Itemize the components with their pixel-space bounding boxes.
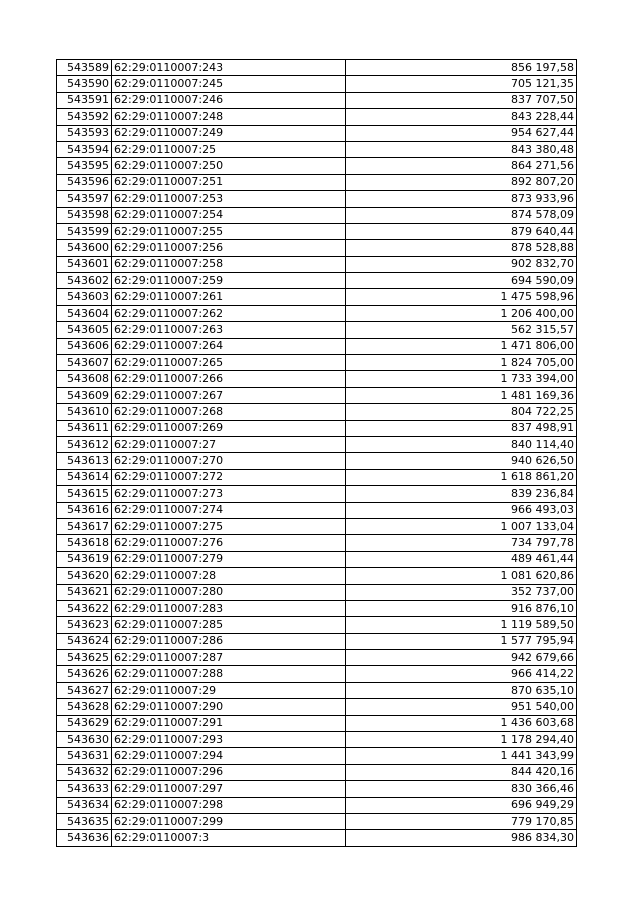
row-id-cell: 543635 (57, 813, 112, 829)
table-row (57, 813, 577, 829)
cadastral-value-cell: 942 679,66 (346, 650, 577, 666)
row-id-cell: 543590 (57, 76, 112, 92)
row-id-cell: 543604 (57, 305, 112, 321)
table-row (57, 518, 577, 534)
row-id-cell: 543597 (57, 191, 112, 207)
cadastral-number-cell: 62:29:0110007:266 (112, 371, 346, 387)
row-id-cell: 543622 (57, 600, 112, 616)
table-row (57, 797, 577, 813)
row-id-cell: 543633 (57, 781, 112, 797)
cadastral-value-cell: 562 315,57 (346, 322, 577, 338)
cadastral-value-cell: 1 824 705,00 (346, 355, 577, 371)
cadastral-number-cell: 62:29:0110007:299 (112, 813, 346, 829)
cadastral-number-cell: 62:29:0110007:25 (112, 141, 346, 157)
row-id-cell: 543603 (57, 289, 112, 305)
table-row (57, 584, 577, 600)
cadastral-value-cell: 870 635,10 (346, 682, 577, 698)
table-row (57, 486, 577, 502)
table-row (57, 240, 577, 256)
cadastral-number-cell: 62:29:0110007:28 (112, 568, 346, 584)
row-id-cell: 543625 (57, 650, 112, 666)
row-id-cell: 543611 (57, 420, 112, 436)
table-row (57, 633, 577, 649)
cadastral-value-cell: 837 707,50 (346, 92, 577, 108)
cadastral-value-cell: 856 197,58 (346, 60, 577, 76)
cadastral-number-cell: 62:29:0110007:246 (112, 92, 346, 108)
cadastral-number-cell: 62:29:0110007:269 (112, 420, 346, 436)
table-row (57, 60, 577, 76)
table-row (57, 551, 577, 567)
cadastral-number-cell: 62:29:0110007:290 (112, 699, 346, 715)
cadastral-value-cell: 489 461,44 (346, 551, 577, 567)
cadastral-number-cell: 62:29:0110007:276 (112, 535, 346, 551)
table-row (57, 191, 577, 207)
cadastral-value-cell: 940 626,50 (346, 453, 577, 469)
row-id-cell: 543621 (57, 584, 112, 600)
cadastral-number-cell: 62:29:0110007:293 (112, 732, 346, 748)
cadastral-number-cell: 62:29:0110007:291 (112, 715, 346, 731)
row-id-cell: 543627 (57, 682, 112, 698)
table-row (57, 568, 577, 584)
cadastral-value-cell: 1 007 133,04 (346, 518, 577, 534)
table-row (57, 699, 577, 715)
cadastral-number-cell: 62:29:0110007:248 (112, 109, 346, 125)
row-id-cell: 543619 (57, 551, 112, 567)
cadastral-number-cell: 62:29:0110007:264 (112, 338, 346, 354)
table-row (57, 141, 577, 157)
cadastral-value-cell: 879 640,44 (346, 223, 577, 239)
cadastral-number-cell: 62:29:0110007:251 (112, 174, 346, 190)
table-row (57, 273, 577, 289)
row-id-cell: 543607 (57, 355, 112, 371)
table-row (57, 387, 577, 403)
row-id-cell: 543592 (57, 109, 112, 125)
cadastral-value-cell: 837 498,91 (346, 420, 577, 436)
table-row (57, 109, 577, 125)
row-id-cell: 543613 (57, 453, 112, 469)
table-row (57, 76, 577, 92)
row-id-cell: 543610 (57, 404, 112, 420)
table-row (57, 92, 577, 108)
row-id-cell: 543617 (57, 518, 112, 534)
cadastral-value-cell: 840 114,40 (346, 436, 577, 452)
table-row (57, 322, 577, 338)
cadastral-value-cell: 1 471 806,00 (346, 338, 577, 354)
cadastral-number-cell: 62:29:0110007:270 (112, 453, 346, 469)
table-row (57, 174, 577, 190)
row-id-cell: 543595 (57, 158, 112, 174)
cadastral-value-cell: 1 178 294,40 (346, 732, 577, 748)
cadastral-value-cell: 705 121,35 (346, 76, 577, 92)
cadastral-value-cell: 804 722,25 (346, 404, 577, 420)
cadastral-number-cell: 62:29:0110007:262 (112, 305, 346, 321)
cadastral-number-cell: 62:29:0110007:272 (112, 469, 346, 485)
cadastral-number-cell: 62:29:0110007:268 (112, 404, 346, 420)
row-id-cell: 543630 (57, 732, 112, 748)
cadastral-value-cell: 892 807,20 (346, 174, 577, 190)
table-row (57, 420, 577, 436)
row-id-cell: 543615 (57, 486, 112, 502)
table-row (57, 764, 577, 780)
row-id-cell: 543593 (57, 125, 112, 141)
row-id-cell: 543605 (57, 322, 112, 338)
table-row (57, 617, 577, 633)
cadastral-number-cell: 62:29:0110007:250 (112, 158, 346, 174)
cadastral-value-cell: 1 206 400,00 (346, 305, 577, 321)
table-row (57, 682, 577, 698)
cadastral-value-cell: 916 876,10 (346, 600, 577, 616)
cadastral-value-cell: 843 380,48 (346, 141, 577, 157)
cadastral-number-cell: 62:29:0110007:296 (112, 764, 346, 780)
row-id-cell: 543623 (57, 617, 112, 633)
cadastral-value-cell: 1 436 603,68 (346, 715, 577, 731)
row-id-cell: 543632 (57, 764, 112, 780)
table-row (57, 436, 577, 452)
cadastral-number-cell: 62:29:0110007:253 (112, 191, 346, 207)
row-id-cell: 543606 (57, 338, 112, 354)
cadastral-number-cell: 62:29:0110007:27 (112, 436, 346, 452)
table-row (57, 650, 577, 666)
cadastral-number-cell: 62:29:0110007:294 (112, 748, 346, 764)
cadastral-value-cell: 843 228,44 (346, 109, 577, 125)
table-row (57, 158, 577, 174)
table-row (57, 125, 577, 141)
table-row (57, 830, 577, 846)
row-id-cell: 543634 (57, 797, 112, 813)
cadastral-value-cell: 966 493,03 (346, 502, 577, 518)
cadastral-number-cell: 62:29:0110007:286 (112, 633, 346, 649)
row-id-cell: 543614 (57, 469, 112, 485)
row-id-cell: 543616 (57, 502, 112, 518)
cadastral-value-cell: 1 481 169,36 (346, 387, 577, 403)
table-row (57, 469, 577, 485)
cadastral-value-cell: 1 577 795,94 (346, 633, 577, 649)
row-id-cell: 543620 (57, 568, 112, 584)
row-id-cell: 543600 (57, 240, 112, 256)
table-row (57, 502, 577, 518)
cadastral-value-cell: 1 475 598,96 (346, 289, 577, 305)
cadastral-value-cell: 986 834,30 (346, 830, 577, 846)
table-row (57, 338, 577, 354)
table-row (57, 600, 577, 616)
table-row (57, 207, 577, 223)
table-row (57, 666, 577, 682)
cadastral-value-cell: 1 618 861,20 (346, 469, 577, 485)
table-row (57, 453, 577, 469)
row-id-cell: 543624 (57, 633, 112, 649)
row-id-cell: 543589 (57, 60, 112, 76)
cadastral-number-cell: 62:29:0110007:263 (112, 322, 346, 338)
table-row (57, 256, 577, 272)
cadastral-value-cell: 694 590,09 (346, 273, 577, 289)
cadastral-number-cell: 62:29:0110007:29 (112, 682, 346, 698)
cadastral-number-cell: 62:29:0110007:274 (112, 502, 346, 518)
cadastral-value-cell: 839 236,84 (346, 486, 577, 502)
row-id-cell: 543631 (57, 748, 112, 764)
row-id-cell: 543626 (57, 666, 112, 682)
row-id-cell: 543598 (57, 207, 112, 223)
cadastral-value-cell: 864 271,56 (346, 158, 577, 174)
row-id-cell: 543591 (57, 92, 112, 108)
cadastral-number-cell: 62:29:0110007:279 (112, 551, 346, 567)
cadastral-number-cell: 62:29:0110007:3 (112, 830, 346, 846)
cadastral-number-cell: 62:29:0110007:280 (112, 584, 346, 600)
row-id-cell: 543612 (57, 436, 112, 452)
cadastral-value-cell: 951 540,00 (346, 699, 577, 715)
row-id-cell: 543636 (57, 830, 112, 846)
cadastral-value-cell: 1 119 589,50 (346, 617, 577, 633)
row-id-cell: 543628 (57, 699, 112, 715)
row-id-cell: 543599 (57, 223, 112, 239)
table-row (57, 404, 577, 420)
cadastral-number-cell: 62:29:0110007:298 (112, 797, 346, 813)
row-id-cell: 543594 (57, 141, 112, 157)
cadastral-number-cell: 62:29:0110007:261 (112, 289, 346, 305)
cadastral-value-cell: 874 578,09 (346, 207, 577, 223)
cadastral-number-cell: 62:29:0110007:283 (112, 600, 346, 616)
cadastral-value-cell: 1 081 620,86 (346, 568, 577, 584)
cadastral-value-cell: 696 949,29 (346, 797, 577, 813)
cadastral-number-cell: 62:29:0110007:245 (112, 76, 346, 92)
cadastral-number-cell: 62:29:0110007:255 (112, 223, 346, 239)
cadastral-value-table (56, 59, 577, 847)
cadastral-number-cell: 62:29:0110007:267 (112, 387, 346, 403)
table-row (57, 305, 577, 321)
table-row (57, 289, 577, 305)
cadastral-value-cell: 1 733 394,00 (346, 371, 577, 387)
table-row (57, 748, 577, 764)
cadastral-value-cell: 966 414,22 (346, 666, 577, 682)
table-row (57, 732, 577, 748)
cadastral-value-cell: 873 933,96 (346, 191, 577, 207)
table-row (57, 781, 577, 797)
table-row (57, 355, 577, 371)
row-id-cell: 543629 (57, 715, 112, 731)
cadastral-number-cell: 62:29:0110007:287 (112, 650, 346, 666)
cadastral-value-cell: 779 170,85 (346, 813, 577, 829)
table-row (57, 715, 577, 731)
row-id-cell: 543618 (57, 535, 112, 551)
cadastral-number-cell: 62:29:0110007:265 (112, 355, 346, 371)
table-row (57, 223, 577, 239)
cadastral-number-cell: 62:29:0110007:249 (112, 125, 346, 141)
row-id-cell: 543609 (57, 387, 112, 403)
cadastral-number-cell: 62:29:0110007:259 (112, 273, 346, 289)
cadastral-number-cell: 62:29:0110007:288 (112, 666, 346, 682)
cadastral-number-cell: 62:29:0110007:285 (112, 617, 346, 633)
cadastral-value-cell: 734 797,78 (346, 535, 577, 551)
cadastral-number-cell: 62:29:0110007:275 (112, 518, 346, 534)
cadastral-number-cell: 62:29:0110007:254 (112, 207, 346, 223)
cadastral-value-cell: 1 441 343,99 (346, 748, 577, 764)
cadastral-value-cell: 902 832,70 (346, 256, 577, 272)
cadastral-value-cell: 830 366,46 (346, 781, 577, 797)
cadastral-value-cell: 844 420,16 (346, 764, 577, 780)
cadastral-value-cell: 352 737,00 (346, 584, 577, 600)
cadastral-number-cell: 62:29:0110007:297 (112, 781, 346, 797)
row-id-cell: 543596 (57, 174, 112, 190)
cadastral-value-cell: 878 528,88 (346, 240, 577, 256)
row-id-cell: 543608 (57, 371, 112, 387)
cadastral-number-cell: 62:29:0110007:258 (112, 256, 346, 272)
row-id-cell: 543602 (57, 273, 112, 289)
table-body (57, 60, 577, 847)
table-row (57, 535, 577, 551)
row-id-cell: 543601 (57, 256, 112, 272)
cadastral-number-cell: 62:29:0110007:273 (112, 486, 346, 502)
cadastral-number-cell: 62:29:0110007:243 (112, 60, 346, 76)
cadastral-number-cell: 62:29:0110007:256 (112, 240, 346, 256)
cadastral-value-cell: 954 627,44 (346, 125, 577, 141)
table-row (57, 371, 577, 387)
